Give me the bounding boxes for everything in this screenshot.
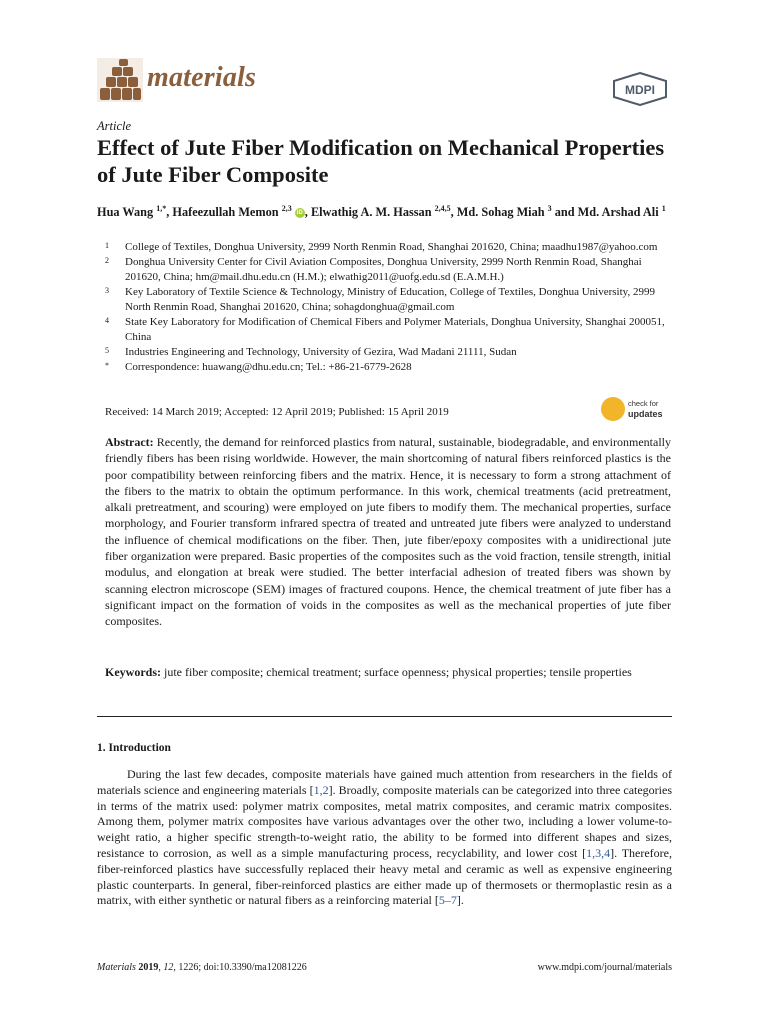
check-updates-icon	[601, 397, 625, 421]
intro-text: ].	[456, 893, 464, 908]
author-affil-sup: 1,*	[156, 203, 167, 213]
citation-link[interactable]: 1,3,4	[586, 845, 611, 860]
check-updates-line2: updates	[628, 409, 663, 419]
affiliation-item	[105, 285, 675, 315]
affiliation-number: 5	[105, 346, 109, 355]
footer-year: 2019	[138, 962, 159, 973]
author-affil-sup: 2,4,5	[434, 203, 451, 213]
affiliation-text: College of Textiles, Donghua University, 2999 North Renmin Road, Shanghai 201620, China; maadhu1987@yahoo.com	[125, 241, 658, 253]
affiliation-item	[105, 240, 675, 255]
affiliation-text: Key Laboratory of Textile Science & Technology, Ministry of Education, College of Textiles, Donghua University, 2999 North Renmin Road, Shanghai 201620, China; sohagdonghua@gmail.com	[125, 286, 655, 313]
citation-link[interactable]: 5–7	[438, 893, 457, 908]
affiliation-number: *	[105, 361, 109, 370]
footer-citation: Materials 2019, 12, 1226; doi:10.3390/ma12081226	[97, 962, 307, 973]
intro-text: ]. Therefore, fiber-reinforced plastics have successfully replaced their heavy metal and ceramic as well as expensive engineering plastic counterparts. In general, fiber-reinforced plastics are either made up of thermosets or thermoplastic resin as a matrix, with either synthetic or natural fibers as a reinforcing material [	[97, 845, 672, 908]
intro-text: During the last few decades, composite materials have gained much attention from researchers in the fields of materials science and engineering materials [	[97, 767, 672, 797]
author-affil-sup: 3	[547, 203, 552, 213]
affiliation-number: 4	[105, 316, 109, 325]
section-divider	[97, 716, 672, 717]
check-for-updates-button[interactable]	[601, 397, 676, 423]
orcid-icon[interactable]: iD	[296, 210, 303, 217]
journal-header	[97, 56, 672, 106]
author-separator: ,	[166, 205, 173, 219]
affiliation-item	[105, 315, 675, 345]
author-affil-sup: 2,3	[281, 203, 292, 213]
keywords-text: jute fiber composite; chemical treatment; surface openness; physical properties; tensile properties	[164, 665, 632, 679]
publication-dates: Received: 14 March 2019; Accepted: 12 April 2019; Published: 15 April 2019	[105, 406, 449, 418]
affiliation-number: 1	[105, 241, 109, 250]
mdpi-logo-text: MDPI	[625, 83, 655, 97]
footer-volume: 12	[163, 962, 174, 973]
section-heading: 1. Introduction	[97, 742, 171, 754]
footer-journal: Materials	[97, 962, 136, 973]
check-updates-line1: check for	[628, 399, 659, 408]
abstract-text: Recently, the demand for reinforced plastics from natural, sustainable, biodegradable, and environmentally friendly fibers has been rising worldwide. However, the main shortcoming of natural fibers reinforced plastics is the poor compatibility between reinforcing fibers and the matrix. Hence, it is necessary to form a strong attachment of the fibers to the matrix to obtain the optimum performance. In this work, chemical treatments (acid pretreatment, alkali pretreatment, and scouring) were employed on jute fibers to modify them. The mechanical properties, surface morphology, and Fourier transform infrared spectra of treated and untreated jute fibers were analyzed to understand the influence of chemical modifications on the fiber. Then, jute fiber/epoxy composites with a unidirectional jute fiber organization were prepared. Basic properties of the composites such as the void fraction, tensile strength, initial modulus, and elongation at break were studied. The better interfacial adhesion of treated fibers was shown by scanning electron microscope (SEM) images of fractured coupons. Hence, the chemical treatment of jute fiber has a significant impact on the formation of voids in the composites as well as the mechanical properties of jute fiber composites.	[105, 435, 671, 629]
affiliation-item	[105, 345, 675, 360]
abstract-label: Abstract:	[105, 435, 154, 449]
author-name: Md. Arshad Ali	[577, 205, 659, 219]
intro-text: ]. Broadly, composite materials can be categorized into three categories in terms of the matrix used: polymer matrix composites, metal matrix composites, and ceramic matrix composites. Among them, polymer matrix composites have various advantages over the other two, including a lower volume-to-weight ratio, a higher specific strength-to-weight ratio, the ability to be formed into different shapes and sizes, resistance to corrosion, as well as a simple manufacturing process, recyclability, and lower cost [	[97, 782, 673, 860]
keywords-label: Keywords:	[105, 665, 161, 679]
keywords	[105, 664, 671, 680]
affiliation-number: 3	[105, 286, 109, 295]
citation-link[interactable]: 1,2	[313, 782, 329, 797]
author-name: Hua Wang	[97, 205, 154, 219]
affiliation-text: Donghua University Center for Civil Aviation Composites, Donghua University, 2999 North Renmin Road, Shanghai 201620, China; hm@mail.dhu.edu.cn (H.M.); elwathig2011@uofg.edu.sd (E.A.M.H.)	[125, 256, 642, 283]
author-name: Elwathig A. M. Hassan	[310, 205, 432, 219]
affiliation-number: 2	[105, 256, 109, 265]
introduction-paragraph	[97, 767, 672, 909]
footer-journal-url[interactable]: www.mdpi.com/journal/materials	[537, 962, 672, 973]
mdpi-logo-icon	[611, 72, 669, 106]
paper-title: Effect of Jute Fiber Modification on Mechanical Properties of Jute Fiber Composite	[97, 135, 665, 187]
author-name: Hafeezullah Memon	[172, 205, 279, 219]
affiliation-item	[105, 255, 675, 285]
author-separator: ,	[304, 205, 311, 219]
journal-name: materials	[147, 62, 257, 93]
footer-doi: , 1226; doi:10.3390/ma12081226	[173, 962, 307, 973]
author-name: Md. Sohag Miah	[456, 205, 545, 219]
materials-logo-icon	[97, 58, 143, 102]
author-separator: and	[551, 205, 578, 219]
article-type: Article	[97, 119, 132, 133]
author-list	[97, 204, 677, 220]
author-separator: ,	[450, 205, 457, 219]
correspondence-item	[105, 360, 675, 375]
author-affil-sup: 1	[661, 203, 666, 213]
correspondence-text: Correspondence: huawang@dhu.edu.cn; Tel.: +86-21-6779-2628	[125, 361, 412, 373]
affiliation-text: Industries Engineering and Technology, University of Gezira, Wad Madani 21111, Sudan	[125, 346, 517, 358]
affiliation-text: State Key Laboratory for Modification of Chemical Fibers and Polymer Materials, Donghua University, Shanghai 200051, China	[125, 316, 665, 343]
abstract	[105, 434, 671, 630]
affiliation-list	[105, 240, 675, 375]
